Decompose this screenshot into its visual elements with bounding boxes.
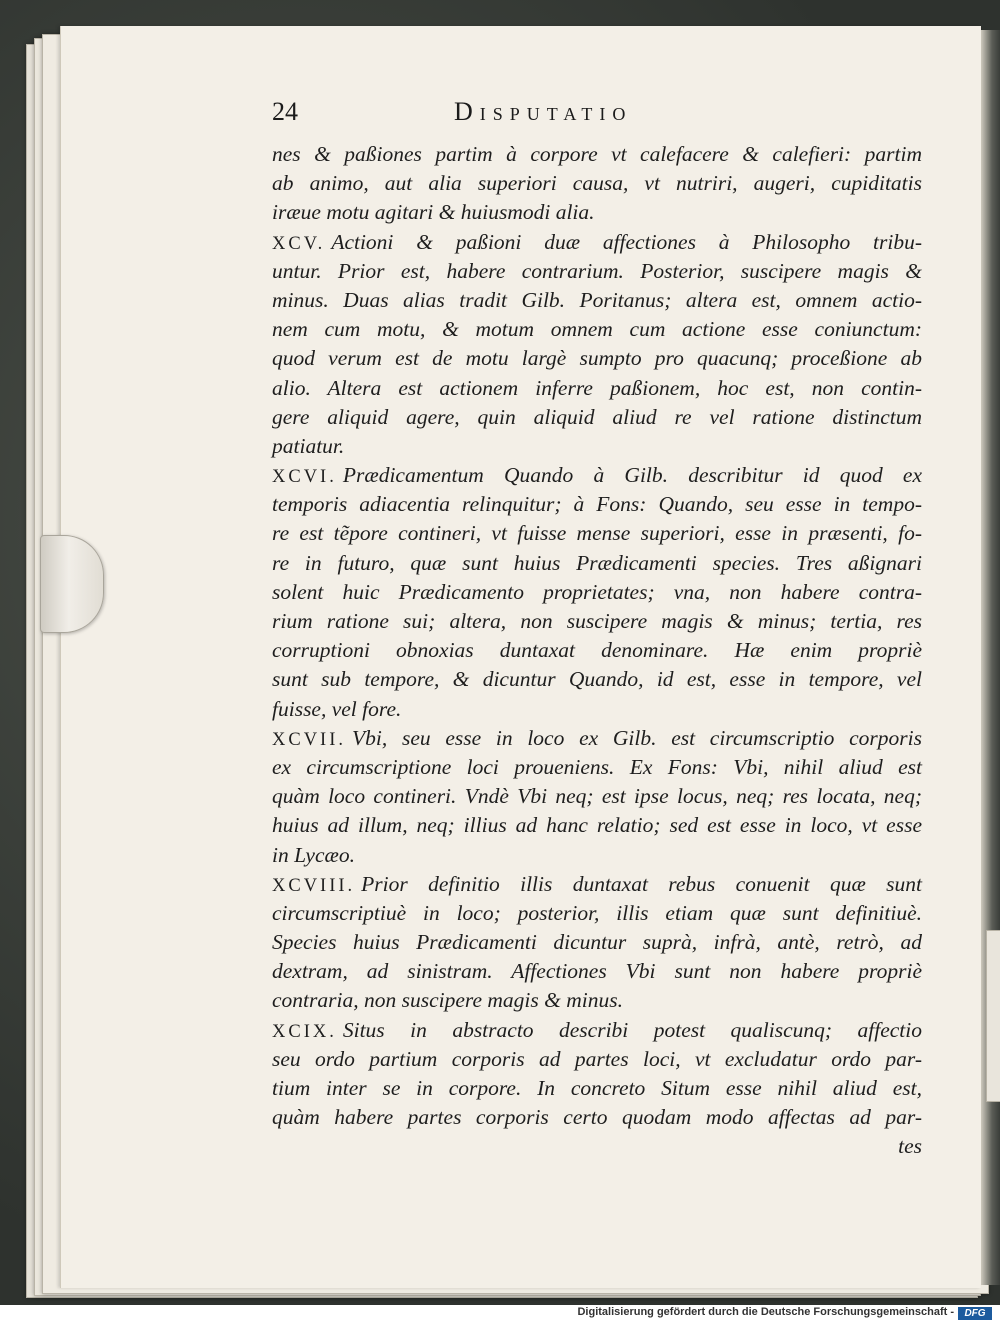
line-text: seu ordo partium corporis ad partes loci, vt excludatur ordo par- xyxy=(272,1046,922,1071)
text-line xyxy=(272,607,922,636)
line-text: quàm habere partes corporis certo quodam modo affectas ad par- xyxy=(272,1105,922,1130)
line-text: gere aliquid agere, quin aliquid aliud re vel ratione distinctum xyxy=(272,404,922,429)
text-line xyxy=(272,782,922,811)
text-line xyxy=(272,870,922,899)
text-line xyxy=(272,1016,922,1045)
text-line xyxy=(272,695,922,724)
line-text: nes & paßiones partim à corpore vt calefacere & calefieri: partim xyxy=(272,142,922,166)
text-line xyxy=(272,461,922,490)
line-text: rium ratione sui; altera, non suscipere magis & minus; tertia, res xyxy=(272,609,922,633)
text-line xyxy=(272,403,922,432)
thesis-number: XCV. xyxy=(272,233,326,254)
body-text xyxy=(272,140,922,1162)
text-line xyxy=(272,1103,922,1132)
footer-bar xyxy=(0,1305,1000,1322)
page-header xyxy=(272,97,932,137)
page-tab xyxy=(986,930,1000,1102)
text-line xyxy=(272,899,922,928)
line-text: minus. Duas alias tradit Gilb. Poritanus; altera est, omnem actio- xyxy=(272,287,922,312)
text-line xyxy=(272,228,922,257)
line-text: sunt sub tempore, & dicuntur Quando, id est, esse in tempore, vel xyxy=(272,667,922,692)
line-text: contraria, non suscipere magis & minus. xyxy=(272,988,623,1013)
line-text: patiatur. xyxy=(272,433,345,458)
line-text: ab animo, aut alia superiori causa, vt nutriri, augeri, cupiditatis xyxy=(272,171,922,196)
text-line xyxy=(272,549,922,578)
line-text: fuisse, vel fore. xyxy=(272,696,402,721)
text-line xyxy=(272,490,922,519)
text-line xyxy=(272,578,922,607)
line-text: dextram, ad sinistram. Affectiones Vbi sunt non habere propriè xyxy=(272,959,922,984)
line-text: re in futuro, quæ sunt huius Prædicamenti species. Tres aßignari xyxy=(272,550,922,575)
line-text: ex circumscriptione loci proueniens. Ex Fons: Vbi, nihil aliud est xyxy=(272,754,922,779)
line-text: corruptioni obnoxias duntaxat denominare. Hæ enim propriè xyxy=(272,638,922,663)
text-line xyxy=(272,986,922,1015)
line-text: untur. Prior est, habere contrarium. Posterior, suscipere magis & xyxy=(272,258,922,283)
line-text: Situs in abstracto describi potest qualiscunq; affectio xyxy=(342,1017,922,1042)
text-line xyxy=(272,957,922,986)
line-text: Prædicamentum Quando à Gilb. describitur id quod ex xyxy=(342,463,922,488)
line-text: huius ad illum, neq; illius ad hanc relatio; sed est esse in loco, vt esse xyxy=(272,813,922,838)
line-text: circumscriptiuè in loco; posterior, illis etiam quæ sunt definitiuè. xyxy=(272,900,922,925)
thesis-number: XCIX. xyxy=(272,1021,337,1042)
line-text: Actioni & paßioni duæ affectiones à Philosopho tribu- xyxy=(331,229,922,254)
text-line xyxy=(272,315,922,344)
text-line xyxy=(272,169,922,198)
text-line xyxy=(272,841,922,870)
text-line xyxy=(272,1045,922,1074)
page-number: 24 xyxy=(272,97,298,126)
dfg-logo: DFG xyxy=(958,1307,992,1320)
line-text: quod verum est de motu largè sumpto pro quacunq; proceßione ab xyxy=(272,346,922,371)
line-text: Species huius Prædicamenti dicuntur suprà, infrà, antè, retrò, ad xyxy=(272,930,922,955)
text-line xyxy=(272,753,922,782)
line-text: in Lycæo. xyxy=(272,842,355,867)
line-text: iræue motu agitari & huiusmodi alia. xyxy=(272,200,595,225)
text-line xyxy=(272,286,922,315)
line-text: nem cum motu, & motum omnem cum actione esse coniunctum: xyxy=(272,317,922,342)
text-line xyxy=(272,432,922,461)
text-line xyxy=(272,374,922,403)
text-line xyxy=(272,257,922,286)
text-line xyxy=(272,665,922,694)
text-line xyxy=(272,724,922,753)
line-text: tes xyxy=(898,1134,922,1159)
thesis-number: XCVI. xyxy=(272,467,337,488)
text-line xyxy=(272,1132,922,1161)
line-text: Vbi, seu esse in loco ex Gilb. est circumscriptio corporis xyxy=(352,725,922,750)
text-line xyxy=(272,344,922,373)
thesis-number: XCVII. xyxy=(272,729,347,750)
line-text: tium inter se in corpore. In concreto Situm esse nihil aliud est, xyxy=(272,1076,922,1100)
footer-credit: Digitalisierung gefördert durch die Deutsche Forschungsgemeinschaft - xyxy=(577,1306,954,1318)
thesis-number: XCVIII. xyxy=(272,875,356,896)
text-line xyxy=(272,636,922,665)
line-text: Prior definitio illis duntaxat rebus conuenit quæ sunt xyxy=(361,871,922,896)
text-line xyxy=(272,928,922,957)
text-line xyxy=(272,198,922,227)
line-text: alio. Altera est actionem inferre paßionem, hoc est, non contin- xyxy=(272,375,922,400)
line-text: solent huic Prædicamento proprietates; vna, non habere contra- xyxy=(272,579,922,604)
text-line xyxy=(272,1074,922,1103)
line-text: temporis adiacentia relinquitur; à Fons: Quando, seu esse in tempo- xyxy=(272,492,922,517)
text-line xyxy=(272,811,922,840)
page-clip xyxy=(40,535,104,633)
line-text: re est tẽpore contineri, vt fuisse mense superiori, esse in præsenti, fo- xyxy=(272,521,922,546)
text-line xyxy=(272,519,922,548)
text-line xyxy=(272,140,922,169)
line-text: quàm loco contineri. Vndè Vbi neq; est ipse locus, neq; res locata, neq; xyxy=(272,784,922,809)
running-title: Disputatio xyxy=(454,97,633,126)
